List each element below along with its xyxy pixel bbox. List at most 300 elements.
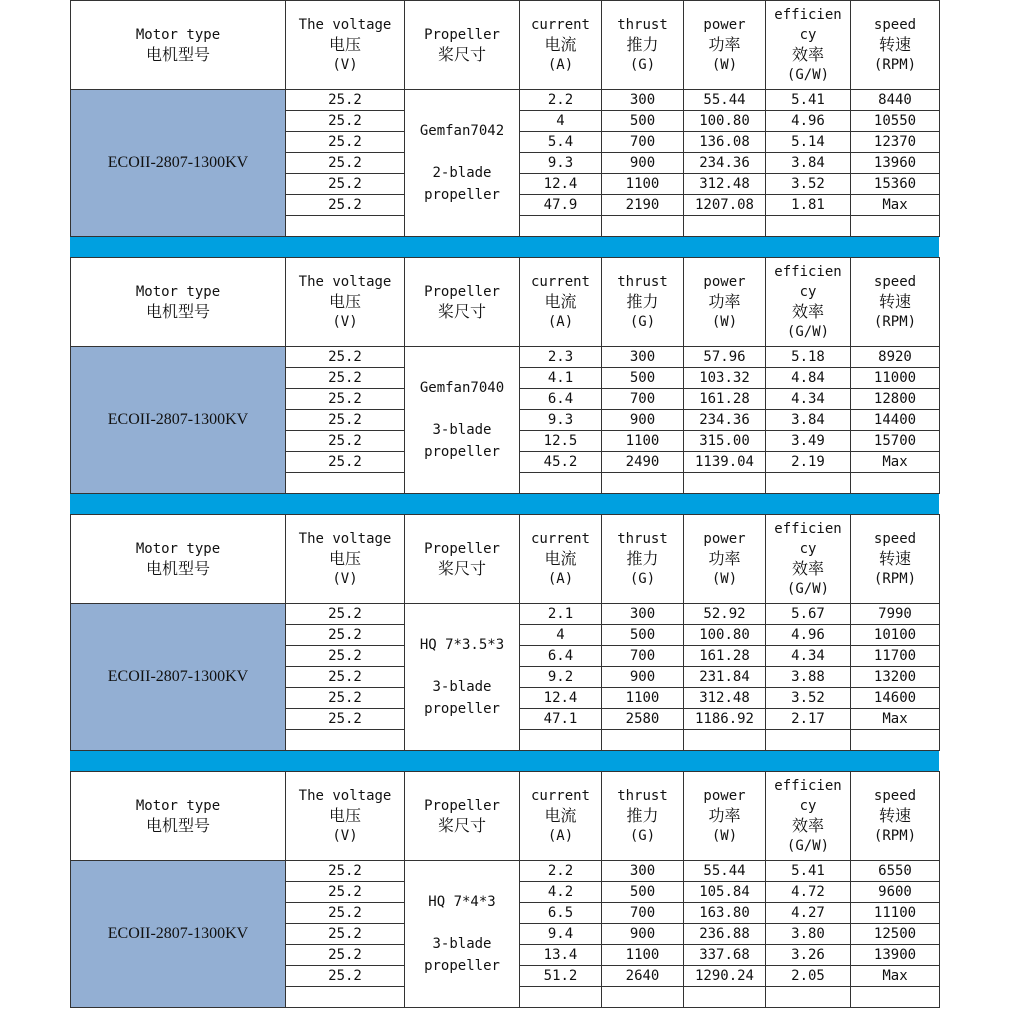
- thrust-cell: 1100: [602, 688, 684, 709]
- header-text: Motor type: [135, 541, 221, 557]
- header-text: cy: [799, 27, 817, 43]
- header-text: 效率: [791, 302, 824, 321]
- current-cell: 9.4: [520, 924, 602, 945]
- header-row: [71, 772, 940, 861]
- motor-type-cell: ECOII-2807-1300KV: [71, 347, 286, 494]
- header-row: [71, 515, 940, 604]
- current-cell: 2.1: [520, 604, 602, 625]
- header-speed: [851, 515, 940, 604]
- header-row: [71, 258, 940, 347]
- power-cell: 163.80: [684, 903, 766, 924]
- header-efficiency: [766, 1, 851, 90]
- thrust-cell: 2580: [602, 709, 684, 730]
- speed-cell: 8920: [851, 347, 940, 368]
- voltage-cell: 25.2: [286, 903, 405, 924]
- current-cell: 6.4: [520, 646, 602, 667]
- efficiency-cell: 3.80: [766, 924, 851, 945]
- thrust-cell: 500: [602, 882, 684, 903]
- speed-cell: 13200: [851, 667, 940, 688]
- propeller-label: propeller: [424, 187, 500, 203]
- motor-type-cell: ECOII-2807-1300KV: [71, 861, 286, 1008]
- power-cell: 100.80: [684, 625, 766, 646]
- power-cell: [684, 987, 766, 1008]
- header-motor-type: [71, 258, 286, 347]
- voltage-cell: 25.2: [286, 882, 405, 903]
- header-unit: (RPM): [873, 57, 917, 73]
- thrust-cell: 300: [602, 604, 684, 625]
- header-unit: (V): [332, 828, 358, 844]
- efficiency-cell: 3.52: [766, 688, 851, 709]
- header-text: efficien: [774, 264, 842, 280]
- speed-cell: 12800: [851, 389, 940, 410]
- header-text: The voltage: [298, 788, 392, 804]
- header-unit: (RPM): [873, 571, 917, 587]
- voltage-cell: 25.2: [286, 966, 405, 987]
- voltage-cell: 25.2: [286, 452, 405, 473]
- header-unit: (V): [332, 57, 358, 73]
- power-cell: 100.80: [684, 111, 766, 132]
- header-unit: (W): [711, 571, 738, 587]
- header-text: 推力: [626, 806, 659, 825]
- power-cell: 161.28: [684, 646, 766, 667]
- header-text: power: [703, 274, 746, 290]
- thrust-cell: [602, 473, 684, 494]
- speed-cell: 8440: [851, 90, 940, 111]
- propeller-cell: [405, 90, 520, 237]
- efficiency-cell: [766, 216, 851, 237]
- speed-cell: 11000: [851, 368, 940, 389]
- header-power: [684, 772, 766, 861]
- power-cell: 337.68: [684, 945, 766, 966]
- header-propeller: [405, 258, 520, 347]
- header-voltage: [286, 515, 405, 604]
- voltage-cell: [286, 216, 405, 237]
- speed-cell: 14600: [851, 688, 940, 709]
- propeller-blades: 2-blade: [432, 165, 492, 181]
- header-text: 桨尺寸: [437, 559, 486, 578]
- header-text: 电流: [544, 549, 577, 568]
- efficiency-cell: 2.17: [766, 709, 851, 730]
- header-text: 功率: [708, 292, 741, 311]
- speed-cell: 6550: [851, 861, 940, 882]
- efficiency-cell: 5.14: [766, 132, 851, 153]
- thrust-cell: 1100: [602, 945, 684, 966]
- power-cell: 234.36: [684, 410, 766, 431]
- thrust-cell: [602, 216, 684, 237]
- efficiency-cell: [766, 473, 851, 494]
- power-cell: 55.44: [684, 861, 766, 882]
- speed-cell: [851, 216, 940, 237]
- power-cell: 52.92: [684, 604, 766, 625]
- header-thrust: [602, 258, 684, 347]
- power-cell: 1186.92: [684, 709, 766, 730]
- power-cell: 231.84: [684, 667, 766, 688]
- header-unit: (G/W): [786, 324, 830, 340]
- table-row: [71, 347, 940, 368]
- propeller-cell: [405, 861, 520, 1008]
- thrust-cell: 2640: [602, 966, 684, 987]
- motor-type-cell: ECOII-2807-1300KV: [71, 90, 286, 237]
- header-unit: (G): [629, 57, 656, 73]
- separator-band: [70, 751, 939, 771]
- current-cell: 4.2: [520, 882, 602, 903]
- header-unit: (A): [547, 314, 574, 330]
- voltage-cell: 25.2: [286, 709, 405, 730]
- efficiency-cell: 4.34: [766, 646, 851, 667]
- speed-cell: 13900: [851, 945, 940, 966]
- thrust-cell: 500: [602, 368, 684, 389]
- header-text: 电流: [544, 806, 577, 825]
- efficiency-cell: 1.81: [766, 195, 851, 216]
- header-power: [684, 515, 766, 604]
- current-cell: 4.1: [520, 368, 602, 389]
- header-text: Propeller: [424, 27, 500, 43]
- header-text: 效率: [791, 816, 824, 835]
- efficiency-cell: 4.34: [766, 389, 851, 410]
- header-efficiency: [766, 772, 851, 861]
- header-unit: (V): [332, 571, 358, 587]
- header-text: 转速: [878, 292, 911, 311]
- speed-cell: 14400: [851, 410, 940, 431]
- header-unit: (A): [547, 828, 574, 844]
- speed-cell: Max: [851, 452, 940, 473]
- header-text: 效率: [791, 45, 824, 64]
- power-cell: 236.88: [684, 924, 766, 945]
- speed-cell: Max: [851, 709, 940, 730]
- speed-cell: 7990: [851, 604, 940, 625]
- header-text: 桨尺寸: [437, 302, 486, 321]
- voltage-cell: 25.2: [286, 111, 405, 132]
- header-text: thrust: [617, 788, 668, 804]
- header-current: [520, 772, 602, 861]
- header-text: cy: [799, 284, 817, 300]
- header-text: power: [703, 17, 746, 33]
- voltage-cell: 25.2: [286, 604, 405, 625]
- header-unit: (G): [629, 571, 656, 587]
- current-cell: 4: [520, 625, 602, 646]
- motor-type-cell: ECOII-2807-1300KV: [71, 604, 286, 751]
- power-cell: 103.32: [684, 368, 766, 389]
- header-text: 电压: [328, 806, 361, 825]
- thrust-cell: 700: [602, 132, 684, 153]
- current-cell: 47.1: [520, 709, 602, 730]
- header-thrust: [602, 515, 684, 604]
- header-text: Propeller: [424, 798, 500, 814]
- voltage-cell: 25.2: [286, 924, 405, 945]
- separator-band: [70, 237, 939, 257]
- thrust-cell: 1100: [602, 174, 684, 195]
- thrust-cell: 300: [602, 347, 684, 368]
- current-cell: [520, 730, 602, 751]
- thrust-cell: 900: [602, 667, 684, 688]
- header-text: 功率: [708, 549, 741, 568]
- propeller-cell: [405, 347, 520, 494]
- header-speed: [851, 258, 940, 347]
- thrust-cell: 900: [602, 924, 684, 945]
- current-cell: 51.2: [520, 966, 602, 987]
- efficiency-cell: 5.41: [766, 861, 851, 882]
- thrust-cell: 500: [602, 625, 684, 646]
- header-motor-type: [71, 515, 286, 604]
- header-text: 电机型号: [145, 45, 210, 64]
- propeller-label: propeller: [424, 958, 500, 974]
- header-motor-type: [71, 772, 286, 861]
- table-row: [71, 861, 940, 882]
- power-cell: 136.08: [684, 132, 766, 153]
- header-text: 电机型号: [145, 302, 210, 321]
- header-speed: [851, 1, 940, 90]
- speed-cell: 12500: [851, 924, 940, 945]
- speed-cell: 10550: [851, 111, 940, 132]
- header-unit: (RPM): [873, 314, 917, 330]
- header-current: [520, 1, 602, 90]
- header-text: speed: [873, 17, 917, 33]
- header-text: efficien: [774, 778, 842, 794]
- efficiency-cell: 4.84: [766, 368, 851, 389]
- header-efficiency: [766, 515, 851, 604]
- header-text: The voltage: [298, 274, 392, 290]
- header-power: [684, 258, 766, 347]
- speed-cell: Max: [851, 195, 940, 216]
- speed-cell: 10100: [851, 625, 940, 646]
- header-text: Propeller: [424, 541, 500, 557]
- header-text: 转速: [878, 549, 911, 568]
- voltage-cell: 25.2: [286, 174, 405, 195]
- header-text: The voltage: [298, 531, 392, 547]
- header-text: Motor type: [135, 798, 221, 814]
- header-text: current: [530, 788, 590, 804]
- header-text: 桨尺寸: [437, 45, 486, 64]
- current-cell: [520, 216, 602, 237]
- efficiency-cell: 4.72: [766, 882, 851, 903]
- voltage-cell: 25.2: [286, 688, 405, 709]
- voltage-cell: 25.2: [286, 153, 405, 174]
- header-text: speed: [873, 274, 917, 290]
- thrust-cell: 900: [602, 410, 684, 431]
- header-text: Propeller: [424, 284, 500, 300]
- voltage-cell: 25.2: [286, 90, 405, 111]
- header-unit: (RPM): [873, 828, 917, 844]
- motor-test-data-sheet: [70, 0, 939, 1008]
- header-text: 推力: [626, 549, 659, 568]
- propeller-model: HQ 7*4*3: [428, 894, 496, 910]
- header-text: Motor type: [135, 284, 221, 300]
- power-cell: 105.84: [684, 882, 766, 903]
- thrust-cell: 500: [602, 111, 684, 132]
- header-text: 电机型号: [145, 559, 210, 578]
- power-cell: [684, 473, 766, 494]
- efficiency-cell: 5.41: [766, 90, 851, 111]
- propeller-blades: 3-blade: [432, 936, 492, 952]
- speed-cell: [851, 987, 940, 1008]
- propeller-model: Gemfan7040: [419, 380, 505, 396]
- thrust-cell: 700: [602, 389, 684, 410]
- header-text: 功率: [708, 35, 741, 54]
- header-text: current: [530, 531, 590, 547]
- current-cell: 45.2: [520, 452, 602, 473]
- speed-cell: 15700: [851, 431, 940, 452]
- current-cell: 2.2: [520, 90, 602, 111]
- power-cell: 1290.24: [684, 966, 766, 987]
- thrust-cell: 300: [602, 90, 684, 111]
- efficiency-cell: 5.67: [766, 604, 851, 625]
- header-propeller: [405, 772, 520, 861]
- efficiency-cell: 3.88: [766, 667, 851, 688]
- voltage-cell: 25.2: [286, 389, 405, 410]
- header-thrust: [602, 772, 684, 861]
- header-unit: (G): [629, 828, 656, 844]
- header-thrust: [602, 1, 684, 90]
- efficiency-cell: 4.96: [766, 625, 851, 646]
- current-cell: 9.3: [520, 410, 602, 431]
- current-cell: 5.4: [520, 132, 602, 153]
- efficiency-cell: 2.05: [766, 966, 851, 987]
- current-cell: 12.4: [520, 174, 602, 195]
- header-unit: (G/W): [786, 838, 830, 854]
- propeller-cell: [405, 604, 520, 751]
- header-unit: (W): [711, 57, 738, 73]
- header-text: thrust: [617, 17, 668, 33]
- header-unit: (A): [547, 571, 574, 587]
- header-propeller: [405, 515, 520, 604]
- header-text: Motor type: [135, 27, 221, 43]
- separator-band: [70, 494, 939, 514]
- header-text: thrust: [617, 531, 668, 547]
- thrust-cell: 900: [602, 153, 684, 174]
- header-text: power: [703, 788, 746, 804]
- power-cell: [684, 216, 766, 237]
- current-cell: 12.5: [520, 431, 602, 452]
- header-motor-type: [71, 1, 286, 90]
- efficiency-cell: [766, 987, 851, 1008]
- efficiency-cell: 5.18: [766, 347, 851, 368]
- header-unit: (V): [332, 314, 358, 330]
- header-voltage: [286, 1, 405, 90]
- speed-cell: [851, 730, 940, 751]
- thrust-cell: 700: [602, 646, 684, 667]
- power-cell: 315.00: [684, 431, 766, 452]
- thrust-cell: 700: [602, 903, 684, 924]
- header-current: [520, 515, 602, 604]
- speed-cell: 11700: [851, 646, 940, 667]
- current-cell: 2.2: [520, 861, 602, 882]
- speed-cell: 13960: [851, 153, 940, 174]
- header-text: 推力: [626, 292, 659, 311]
- efficiency-cell: 4.27: [766, 903, 851, 924]
- header-text: 电机型号: [145, 816, 210, 835]
- current-cell: 13.4: [520, 945, 602, 966]
- voltage-cell: 25.2: [286, 132, 405, 153]
- current-cell: 6.5: [520, 903, 602, 924]
- speed-cell: 15360: [851, 174, 940, 195]
- header-text: 转速: [878, 35, 911, 54]
- efficiency-cell: 3.26: [766, 945, 851, 966]
- current-cell: [520, 473, 602, 494]
- header-text: 电压: [328, 549, 361, 568]
- power-cell: 161.28: [684, 389, 766, 410]
- current-cell: 9.3: [520, 153, 602, 174]
- efficiency-cell: 3.52: [766, 174, 851, 195]
- propeller-label: propeller: [424, 701, 500, 717]
- current-cell: [520, 987, 602, 1008]
- header-unit: (G/W): [786, 67, 830, 83]
- header-speed: [851, 772, 940, 861]
- voltage-cell: 25.2: [286, 646, 405, 667]
- current-cell: 4: [520, 111, 602, 132]
- voltage-cell: 25.2: [286, 945, 405, 966]
- header-unit: (W): [711, 828, 738, 844]
- thrust-cell: 1100: [602, 431, 684, 452]
- header-text: 转速: [878, 806, 911, 825]
- header-current: [520, 258, 602, 347]
- power-cell: 57.96: [684, 347, 766, 368]
- header-text: 电流: [544, 292, 577, 311]
- propeller-blades: 3-blade: [432, 679, 492, 695]
- speed-cell: [851, 473, 940, 494]
- efficiency-cell: 4.96: [766, 111, 851, 132]
- header-text: 电压: [328, 292, 361, 311]
- test-table: [70, 0, 940, 237]
- voltage-cell: 25.2: [286, 368, 405, 389]
- header-efficiency: [766, 258, 851, 347]
- header-text: 桨尺寸: [437, 816, 486, 835]
- header-text: thrust: [617, 274, 668, 290]
- header-text: speed: [873, 788, 917, 804]
- thrust-cell: [602, 730, 684, 751]
- propeller-model: Gemfan7042: [419, 123, 505, 139]
- table-row: [71, 90, 940, 111]
- current-cell: 9.2: [520, 667, 602, 688]
- header-text: 功率: [708, 806, 741, 825]
- header-propeller: [405, 1, 520, 90]
- power-cell: 1207.08: [684, 195, 766, 216]
- header-unit: (G): [629, 314, 656, 330]
- thrust-cell: [602, 987, 684, 1008]
- header-voltage: [286, 772, 405, 861]
- header-voltage: [286, 258, 405, 347]
- header-text: 效率: [791, 559, 824, 578]
- header-text: 电压: [328, 35, 361, 54]
- header-text: efficien: [774, 7, 842, 23]
- header-unit: (W): [711, 314, 738, 330]
- header-text: power: [703, 531, 746, 547]
- header-text: efficien: [774, 521, 842, 537]
- power-cell: 234.36: [684, 153, 766, 174]
- test-table: [70, 257, 940, 494]
- efficiency-cell: 2.19: [766, 452, 851, 473]
- voltage-cell: 25.2: [286, 195, 405, 216]
- power-cell: 1139.04: [684, 452, 766, 473]
- test-table: [70, 771, 940, 1008]
- voltage-cell: [286, 987, 405, 1008]
- power-cell: 312.48: [684, 174, 766, 195]
- current-cell: 12.4: [520, 688, 602, 709]
- voltage-cell: [286, 730, 405, 751]
- efficiency-cell: [766, 730, 851, 751]
- propeller-model: HQ 7*3.5*3: [419, 637, 505, 653]
- header-text: cy: [799, 541, 817, 557]
- efficiency-cell: 3.84: [766, 410, 851, 431]
- current-cell: 47.9: [520, 195, 602, 216]
- header-text: current: [530, 274, 590, 290]
- power-cell: [684, 730, 766, 751]
- speed-cell: Max: [851, 966, 940, 987]
- current-cell: 6.4: [520, 389, 602, 410]
- speed-cell: 12370: [851, 132, 940, 153]
- voltage-cell: 25.2: [286, 861, 405, 882]
- voltage-cell: 25.2: [286, 625, 405, 646]
- table-row: [71, 604, 940, 625]
